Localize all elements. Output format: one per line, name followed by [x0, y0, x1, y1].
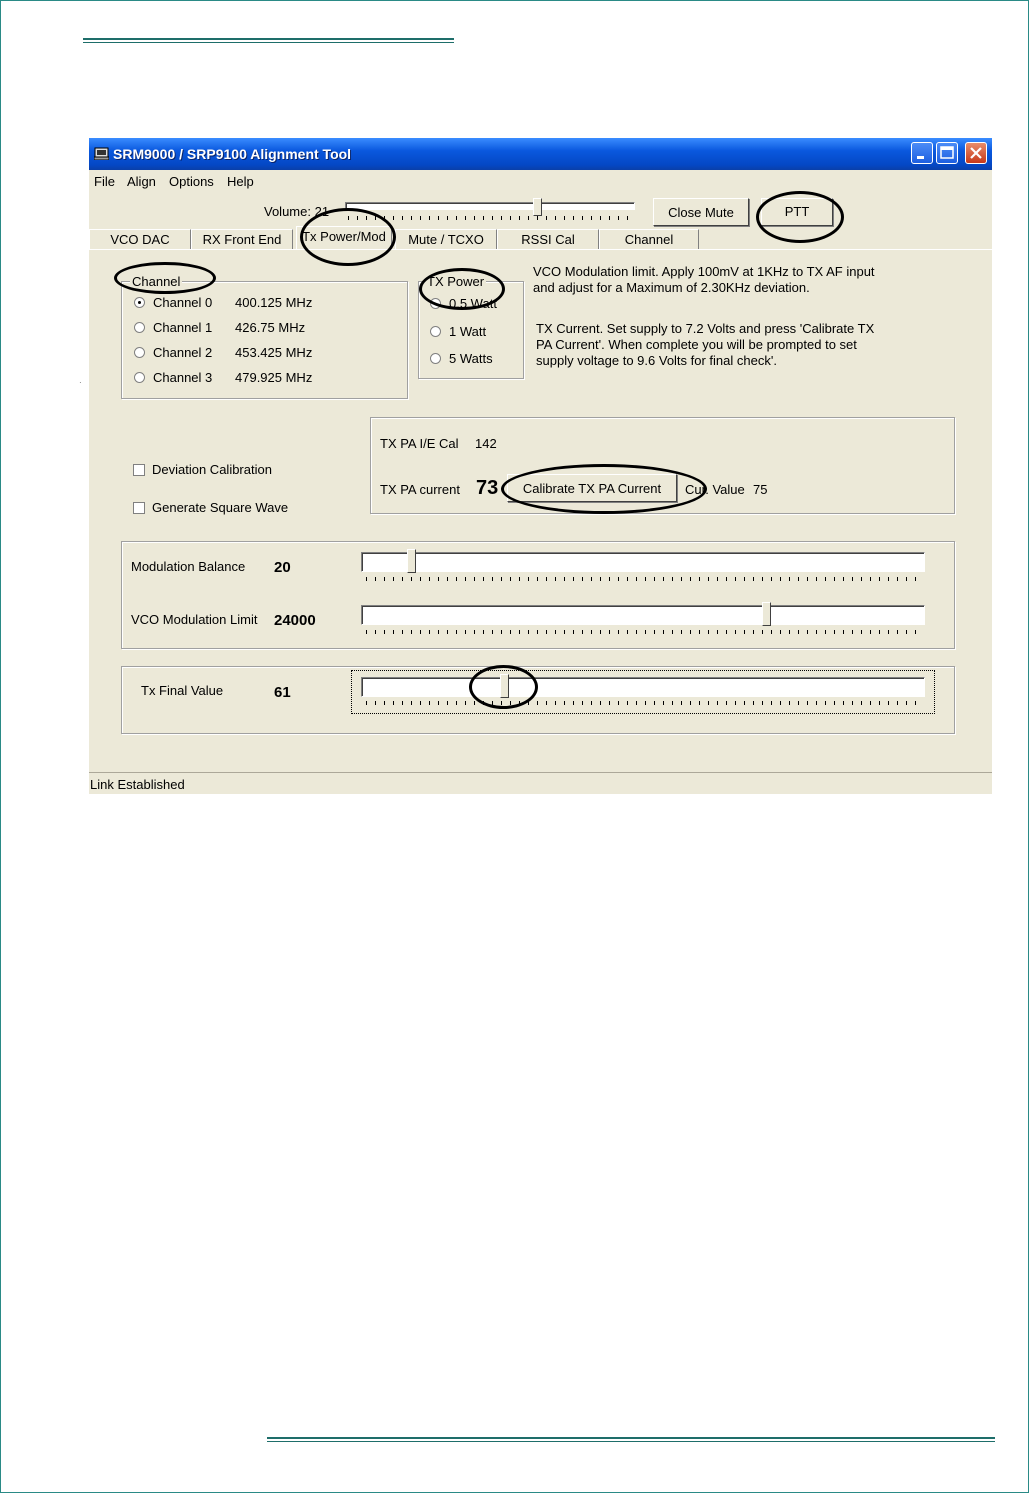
channel-0-freq: 400.125 MHz: [235, 295, 313, 310]
modulation-balance-value: 20: [274, 559, 291, 576]
tab-mute-tcxo[interactable]: Mute / TCXO: [395, 229, 497, 249]
tx-pa-current-label: TX PA current: [380, 482, 460, 497]
channel-2-freq: 453.425 MHz: [235, 345, 313, 360]
vco-modulation-limit-thumb[interactable]: [762, 602, 771, 626]
annotation-ellipse-tab: [300, 208, 396, 266]
deviation-calibration-label: Deviation Calibration: [152, 462, 272, 477]
tx-info-line-1: TX Current. Set supply to 7.2 Volts and press 'Calibrate TX: [536, 321, 875, 336]
close-mute-button[interactable]: Close Mute: [653, 198, 749, 226]
deviation-calibration-checkbox[interactable]: [133, 464, 145, 476]
tab-channel[interactable]: Channel: [599, 229, 699, 249]
channel-3-radio[interactable]: [134, 372, 145, 383]
generate-square-wave-label: Generate Square Wave: [152, 500, 289, 515]
channel-1-radio[interactable]: [134, 322, 145, 333]
maximize-icon: [937, 143, 957, 163]
ptt-button[interactable]: PTT: [761, 198, 833, 226]
tx-info-line-3: supply voltage to 9.6 Volts for final check'.: [536, 353, 777, 368]
annotation-ellipse-tx-final: [469, 665, 538, 709]
app-window: [89, 138, 992, 794]
close-window-button[interactable]: [965, 142, 987, 164]
vco-info-line-1: VCO Modulation limit. Apply 100mV at 1KHz to TX AF input: [533, 264, 875, 279]
power-5-watts-label: 5 Watts: [449, 351, 493, 366]
tx-pa-current-value: 73: [476, 477, 499, 499]
title-bar[interactable]: [89, 138, 992, 170]
tx-pa-ie-cal-value: 142: [475, 436, 497, 451]
minimize-button[interactable]: [911, 142, 933, 164]
tx-pa-ie-cal-label: TX PA I/E Cal: [380, 436, 459, 451]
vco-modulation-limit-label: VCO Modulation Limit: [131, 612, 258, 627]
channel-2-radio[interactable]: [134, 347, 145, 358]
vco-modulation-limit-value: 24000: [274, 612, 316, 629]
tab-rx-front-end[interactable]: RX Front End: [191, 229, 293, 249]
minimize-icon: [912, 143, 932, 163]
cur-value: 75: [753, 482, 768, 497]
header-rule: [83, 38, 454, 43]
stray-mark: ·: [79, 378, 82, 387]
generate-square-wave-checkbox[interactable]: [133, 502, 145, 514]
channel-3-label: Channel 3: [153, 370, 213, 385]
tab-tx-power-mod[interactable]: Tx Power/Mod: [296, 226, 392, 250]
channel-1-label: Channel 1: [153, 320, 213, 335]
window-title: SRM9000 / SRP9100 Alignment Tool: [113, 146, 352, 162]
tx-final-value: 61: [274, 684, 291, 701]
power-1-watt-label: 1 Watt: [449, 324, 487, 339]
volume-label: Volume: 21: [264, 204, 330, 219]
tx-info-line-2: PA Current'. When complete you will be prompted to set: [536, 337, 857, 352]
menu-bar: [89, 170, 992, 192]
app-icon: [94, 147, 109, 160]
modulation-balance-thumb[interactable]: [407, 549, 416, 573]
annotation-ellipse-calibrate: [501, 464, 707, 514]
modulation-balance-label: Modulation Balance: [131, 559, 246, 574]
tx-power-group-legend: TX Power: [427, 274, 485, 289]
status-text: Link Established: [90, 777, 185, 792]
tab-rssi-cal[interactable]: RSSI Cal: [497, 229, 599, 249]
power-0-5-watt-label: 0.5 Watt: [449, 296, 497, 311]
power-5-watts-radio[interactable]: [430, 353, 441, 364]
status-bar: [89, 772, 992, 794]
channel-group-legend: Channel: [132, 274, 181, 289]
tx-final-value-label: Tx Final Value: [141, 683, 224, 698]
annotation-ellipse-channel: [114, 262, 216, 294]
channel-2-label: Channel 2: [153, 345, 213, 360]
calibrate-tx-pa-current-button[interactable]: Calibrate TX PA Current: [507, 474, 677, 502]
channel-3-freq: 479.925 MHz: [235, 370, 313, 385]
annotation-ellipse-tx-power: [419, 268, 505, 310]
menu-file[interactable]: File: [94, 174, 115, 189]
vco-info-line-2: and adjust for a Maximum of 2.30KHz deviation.: [533, 280, 810, 295]
channel-0-label: Channel 0: [153, 295, 213, 310]
power-1-watt-radio[interactable]: [430, 326, 441, 337]
close-icon: [966, 143, 986, 163]
tab-vco-dac[interactable]: VCO DAC: [89, 229, 191, 249]
menu-align[interactable]: Align: [127, 174, 156, 189]
menu-options[interactable]: Options: [169, 174, 214, 189]
footer-rule: [267, 1437, 995, 1442]
menu-help[interactable]: Help: [227, 174, 254, 189]
cur-value-label: Cur. Value: [685, 482, 745, 497]
volume-slider-thumb[interactable]: [533, 198, 542, 216]
channel-0-radio[interactable]: [134, 297, 145, 308]
annotation-ellipse-ptt: [756, 191, 844, 243]
channel-1-freq: 426.75 MHz: [235, 320, 306, 335]
maximize-button[interactable]: [936, 142, 958, 164]
